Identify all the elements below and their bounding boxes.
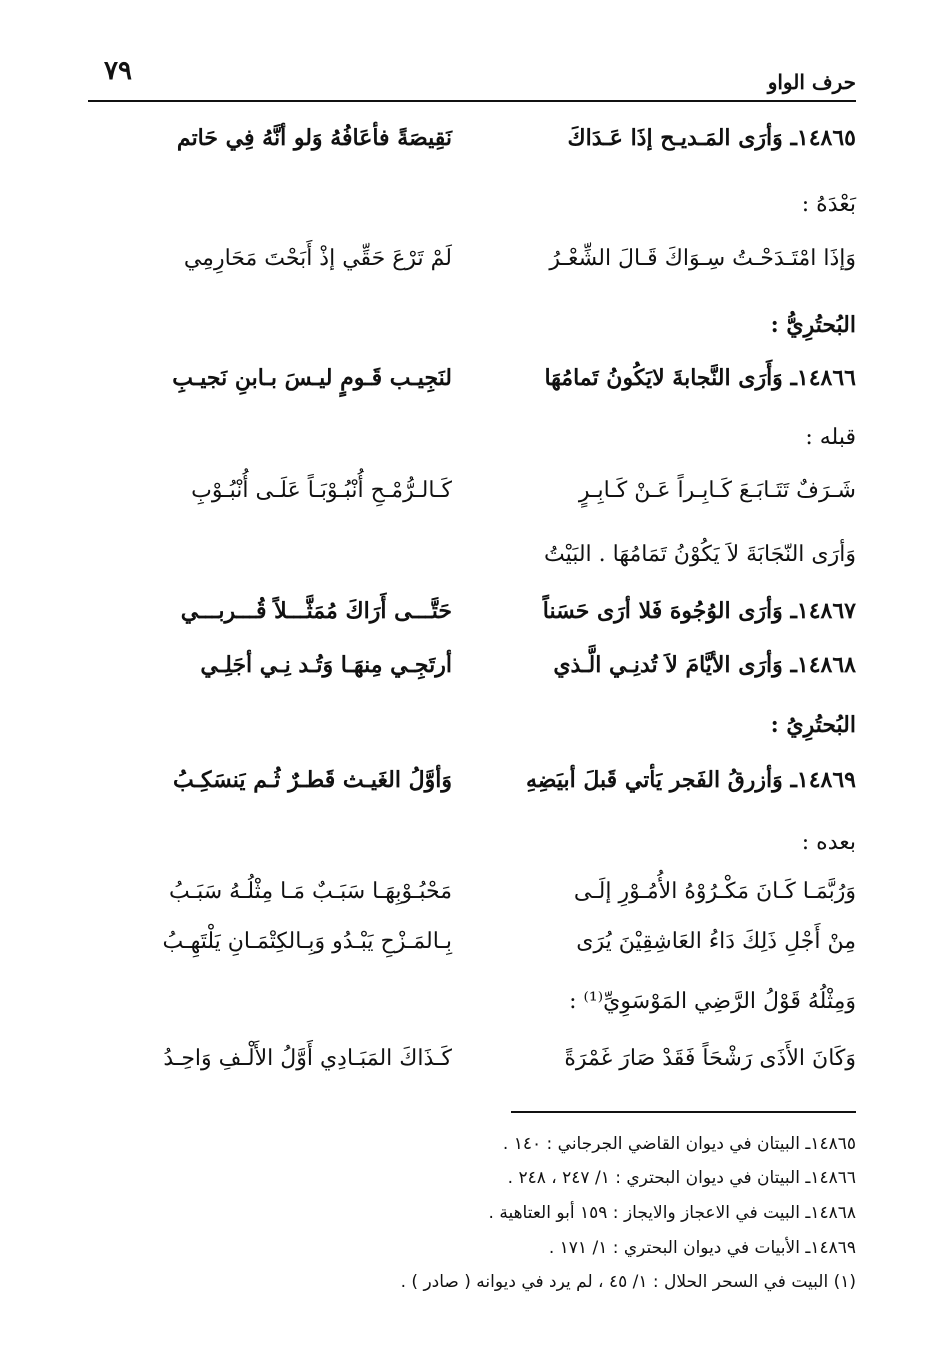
footnote: (١) البيت في السحر الحلال : ١/ ٤٥ ، لم يرد في ديوانه ( صادر ) .	[400, 1272, 856, 1292]
line-text: بَعْدَهُ :	[801, 192, 856, 217]
verse-second-hemistich: كَـالـرُّمْـحِ أُنْبُـوْبَـاً عَلَـى أُنْبُـوْبِ	[191, 478, 452, 503]
verse-first-hemistich: ١٤٨٦٩ـ وَأزرقُ الفَجر يَأتي قَبلَ أبيَضِهِ	[525, 767, 856, 793]
text-line	[112, 192, 856, 236]
footnote-rule	[511, 1111, 856, 1113]
text-line	[112, 830, 856, 874]
verse-line	[112, 1046, 856, 1090]
verse-first-hemistich: ١٤٨٦٥ـ وَأرَى المَـديـح إذَا عَـدَاكَ	[567, 125, 856, 151]
verse-line	[112, 929, 856, 973]
verse-second-hemistich: كَـذَاكَ المَبَـادِي أَوَّلُ الأَلْـفِ وَاحِـدُ	[163, 1046, 452, 1071]
verse-second-hemistich: حَتَّـــى أَرَاكَ مُمَثَّـــلاً قُـــربـــي	[180, 598, 452, 624]
verse-first-hemistich: شَـرَفٌ تَتَـابَـعَ كَـابِـراً عَـنْ كَـابِـرٍ	[578, 478, 856, 503]
line-text: البُحتُرِيُ :	[770, 712, 856, 738]
verse-second-hemistich: بِـالمَـزْحِ يَبْـدُو وَبِـالكِتْمَـانِ يَلْتَهِـبُ	[162, 929, 452, 954]
text-line	[112, 425, 856, 469]
verse-second-hemistich: مَحْبُـوْبِهَـا سَبَـبٌ مَـا مِثْلُـهُ سَبَـبُ	[169, 879, 452, 904]
footnote: ١٤٨٦٥ـ البيتان في ديوان القاضي الجرجاني : ١٤٠ .	[502, 1134, 856, 1154]
verse-line	[112, 879, 856, 923]
verse-second-hemistich: لنَجِيـب قَـومٍ ليـسَ بـابنِ نَجيـبِ	[172, 365, 452, 391]
footnote: ١٤٨٦٦ـ البيتان في ديوان البحتري : ١/ ٢٤٧ ، ٢٤٨ .	[507, 1168, 856, 1188]
verse-first-hemistich: وَرُبَّمَـا كَـانَ مَكْـرُوْهُ الأُمُـوْرِ إلَـى	[573, 879, 856, 904]
line-text: البُحتُرِيُّ :	[770, 312, 856, 338]
footnote: ١٤٨٦٨ـ البيت في الاعجاز والايجاز : ١٥٩ أبو العتاهية .	[488, 1203, 856, 1223]
line-text: بعده :	[801, 830, 856, 855]
line-text: وَمِثْلُهُ قَوْلُ الرَّضِي المَوْسَوِيِّ⁽¹⁾ :	[569, 989, 856, 1014]
verse-first-hemistich: مِنْ أَجْلِ ذَلِكَ دَاءُ العَاشِقِيْنَ يُرَى	[576, 929, 856, 954]
text-line	[112, 712, 856, 756]
page-number: ٧٩	[104, 56, 132, 86]
verse-first-hemistich: ١٤٨٦٨ـ وَأرَى الأيَّامَ لاَ تُدنِـي الَّـذي	[553, 652, 856, 678]
text-line	[112, 312, 856, 356]
verse-line	[112, 598, 856, 642]
footnote: ١٤٨٦٩ـ الأبيات في ديوان البحتري : ١/ ١٧١ .	[548, 1238, 856, 1258]
verse-line	[112, 365, 856, 409]
verse-line	[112, 478, 856, 522]
line-text: قبله :	[805, 425, 856, 450]
text-line	[112, 989, 856, 1033]
verse-first-hemistich: ١٤٨٦٦ـ وَأَرَى النَّجابةَ لايَكُونُ تَمامُهَا	[544, 365, 856, 391]
verse-line	[112, 246, 856, 290]
line-text: وَأرَى النّجَابَةَ لاَ يَكُوْنُ تَمَامُهَا . البَيْتُ	[543, 542, 856, 567]
verse-second-hemistich: أرتَجِـي مِنهَـا وَتُـد نِـي أجَلِـي	[200, 652, 452, 678]
header-rule	[88, 100, 856, 102]
verse-line	[112, 652, 856, 696]
verse-second-hemistich: وَأوَّلُ الغَيـث قَطـرٌ ثُـم يَنسَكِـبُ	[172, 767, 452, 793]
text-line	[112, 542, 856, 586]
running-head: حرف الواو	[767, 70, 856, 94]
verse-second-hemistich: نَقِيصَةً فأعَافُهُ وَلو أنَّهُ فِي حَاتم	[176, 125, 452, 151]
verse-line	[112, 125, 856, 169]
verse-first-hemistich: وَإذَا امْتَـدَحْـتُ سِـوَاكَ قَـالَ الشِّعْـرُ	[549, 246, 856, 271]
verse-first-hemistich: وَكَانَ الأَذَى رَشْحَاً فَقَدْ صَارَ غَمْرَةً	[564, 1046, 856, 1071]
verse-second-hemistich: لَمْ تَرْعَ حَقِّي إذْ أَبَحْتَ مَحَارِمِي	[183, 246, 452, 271]
verse-line	[112, 767, 856, 811]
verse-first-hemistich: ١٤٨٦٧ـ وَأرَى الوُجُوهَ فَلا أرَى حَسَناً	[542, 598, 856, 624]
